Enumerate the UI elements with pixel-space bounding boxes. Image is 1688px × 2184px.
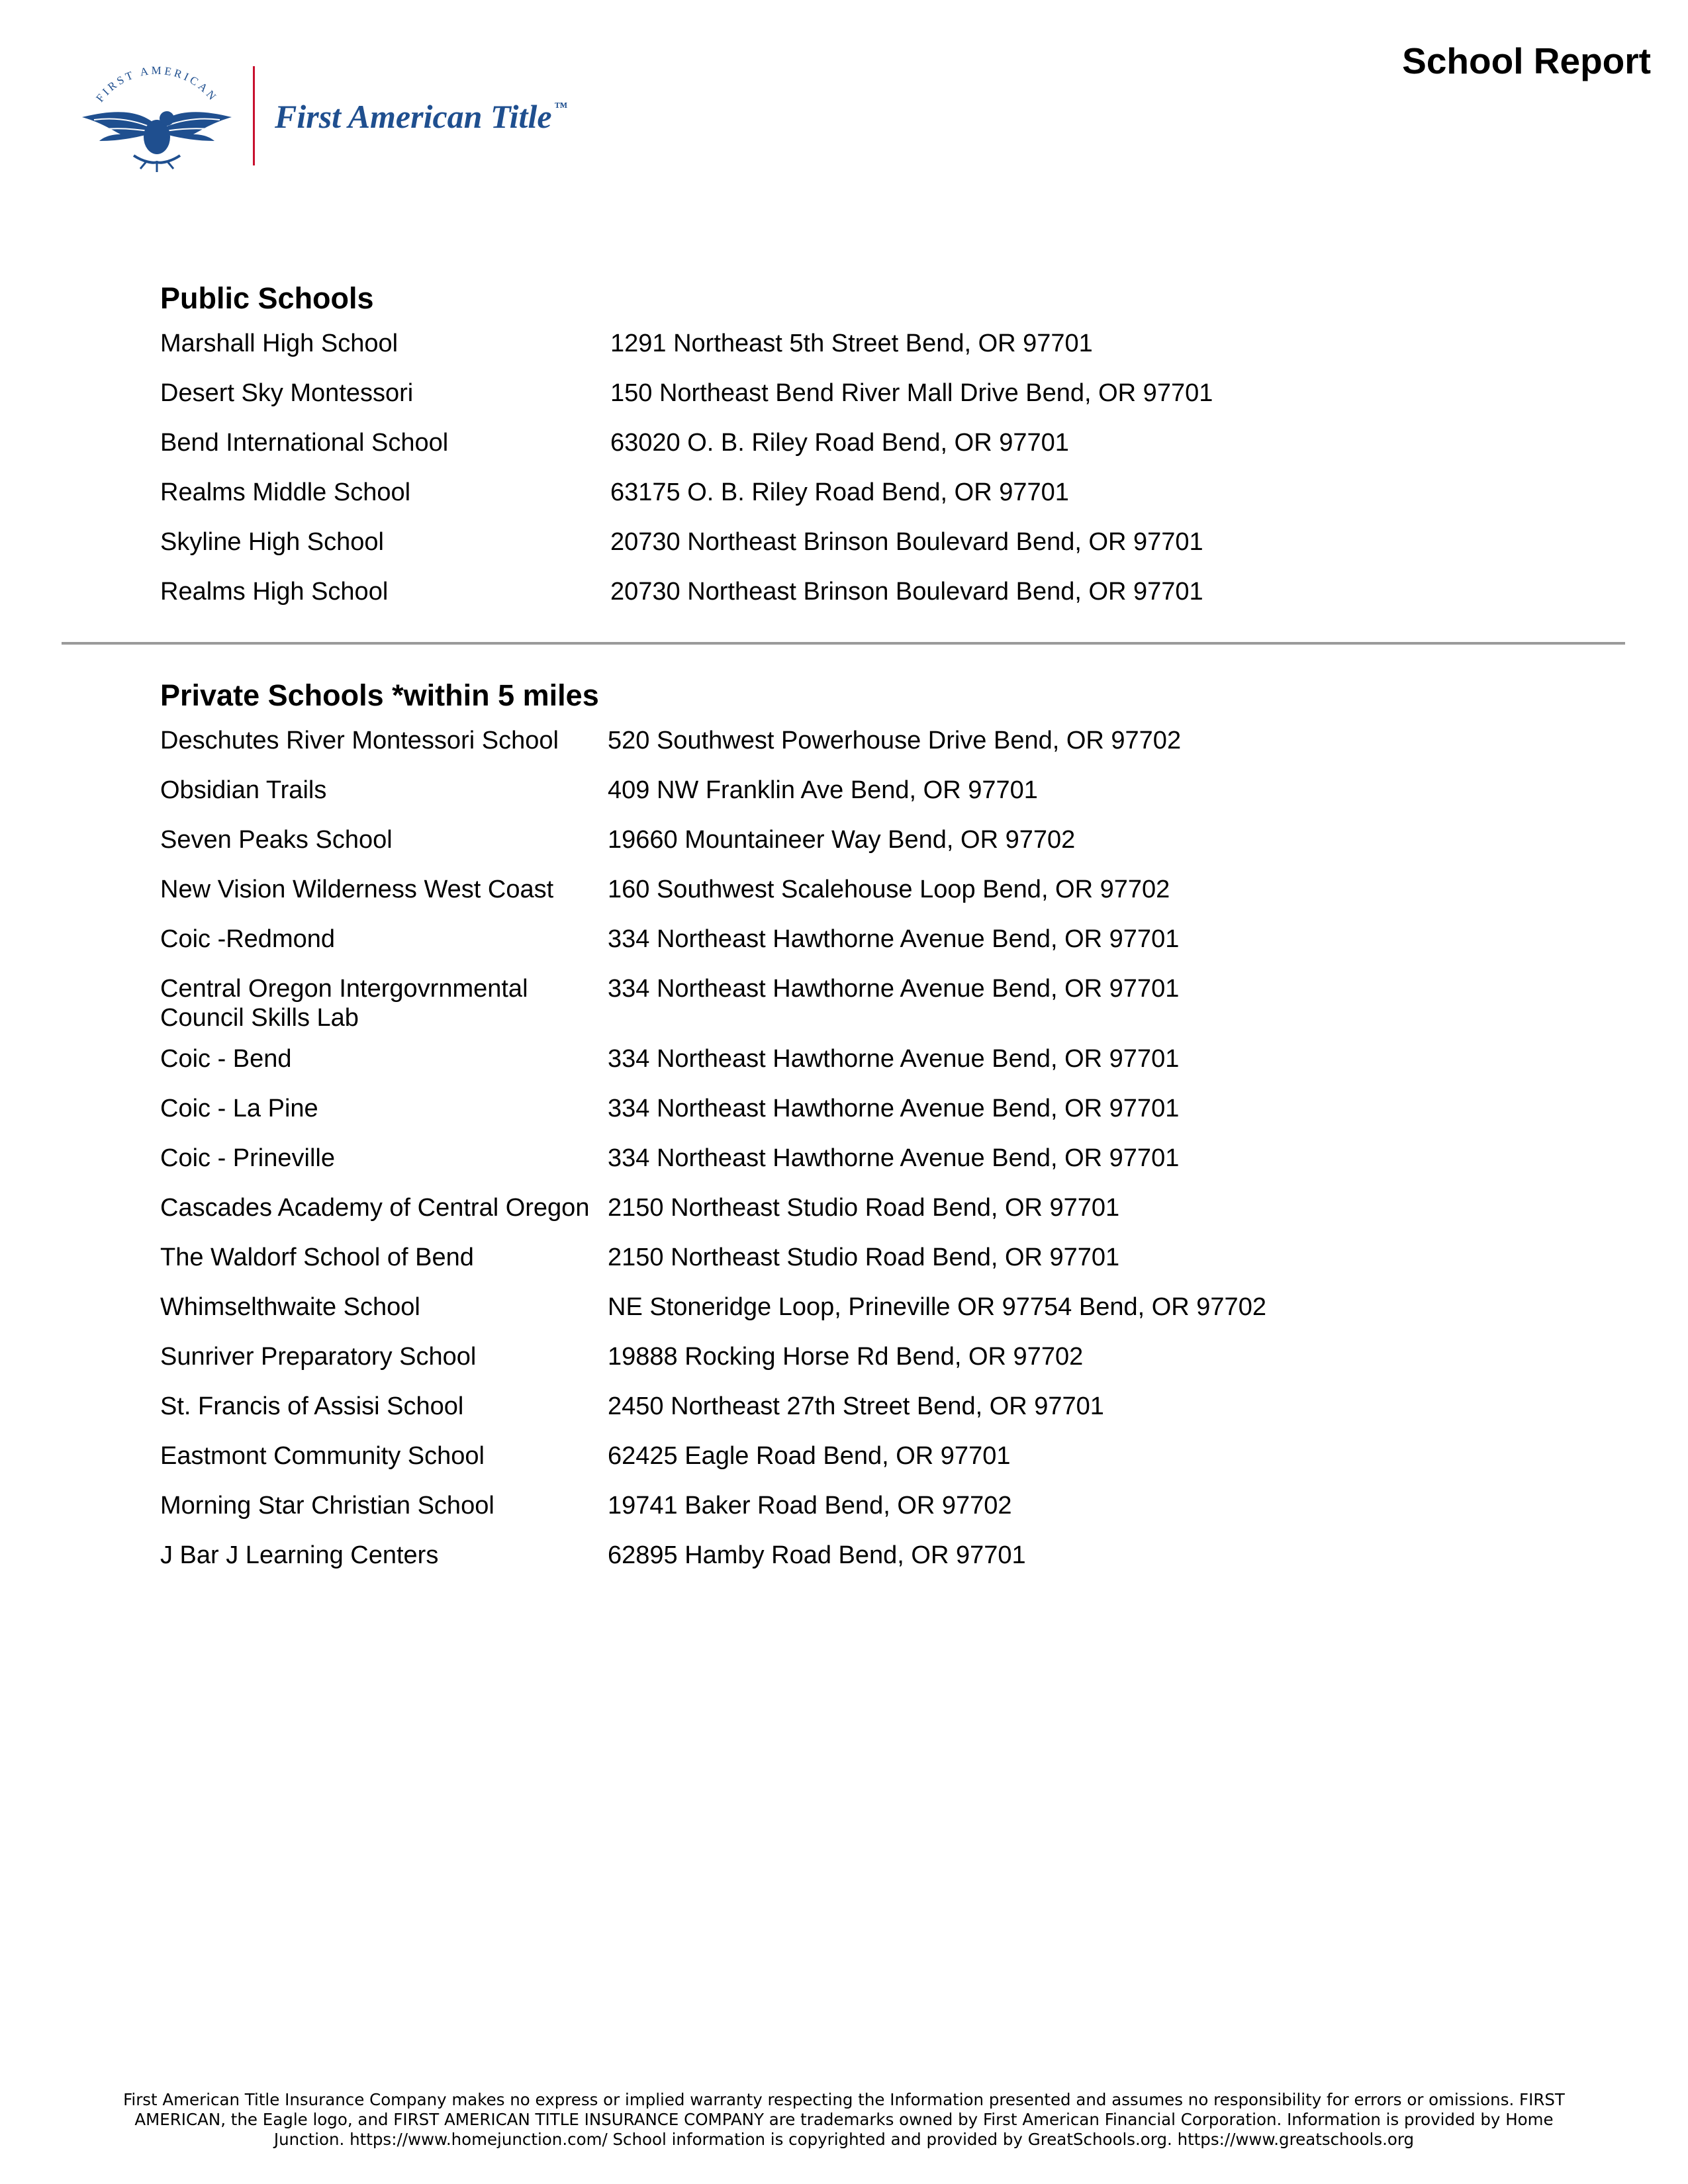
school-name: Desert Sky Montessori (160, 379, 414, 407)
trademark-symbol: ™ (554, 100, 568, 114)
public-schools-list (160, 329, 1617, 627)
logo-divider (253, 66, 255, 165)
school-name: Deschutes River Montessori School (160, 727, 559, 754)
company-logo (74, 63, 604, 175)
school-name: Realms High School (160, 578, 389, 606)
school-name: New Vision Wilderness West Coast (160, 876, 554, 903)
school-name: J Bar J Learning Centers (160, 1541, 439, 1569)
school-address: 334 Northeast Hawthorne Avenue Bend, OR 97701 (608, 1045, 1180, 1073)
school-address: 19888 Rocking Horse Rd Bend, OR 97702 (608, 1343, 1084, 1371)
school-name: Central Oregon Intergovrnmental Council Skills Lab (160, 975, 528, 1032)
school-name: Seven Peaks School (160, 826, 393, 854)
school-address: 1291 Northeast 5th Street Bend, OR 97701 (610, 330, 1093, 357)
footer-line: Junction. https://www.homejunction.com/ School information is copyrighted and provided by GreatSchools.org. https://www.greatschools.org (273, 2130, 1415, 2149)
school-row (160, 1342, 1617, 1392)
school-address: 19741 Baker Road Bend, OR 97702 (608, 1492, 1012, 1520)
school-name: Coic - Prineville (160, 1144, 335, 1172)
school-address: 334 Northeast Hawthorne Avenue Bend, OR 97701 (608, 1095, 1180, 1122)
school-name: Realms Middle School (160, 478, 411, 506)
school-name: Morning Star Christian School (160, 1492, 494, 1520)
school-name: Coic - Bend (160, 1045, 292, 1073)
public-schools-section (160, 281, 1617, 627)
school-row (160, 1193, 1617, 1243)
footer-line: AMERICAN, the Eagle logo, and FIRST AMERICAN TITLE INSURANCE COMPANY are trademarks owned by First American Financial Corporation. Information is provided by Home (134, 2110, 1554, 2129)
brand-name: First American Title (275, 98, 552, 135)
school-address: 2150 Northeast Studio Road Bend, OR 97701 (608, 1194, 1120, 1222)
school-address: 2150 Northeast Studio Road Bend, OR 97701 (608, 1244, 1120, 1271)
school-name: Coic -Redmond (160, 925, 335, 953)
school-row (160, 974, 1617, 1044)
school-row (160, 1144, 1617, 1193)
school-name: Eastmont Community School (160, 1442, 485, 1470)
school-row (160, 1392, 1617, 1441)
school-row (160, 428, 1617, 478)
school-row (160, 577, 1617, 627)
school-row (160, 925, 1617, 974)
school-address: NE Stoneridge Loop, Prineville OR 97754 Bend, OR 97702 (608, 1293, 1266, 1321)
school-name: Obsidian Trails (160, 776, 327, 804)
school-address: 334 Northeast Hawthorne Avenue Bend, OR 97701 (608, 1144, 1180, 1172)
footer-line: First American Title Insurance Company makes no express or implied warranty respecting the Information presented and assumes no responsibility for errors or omissions. FIRST (123, 2090, 1565, 2109)
school-address: 409 NW Franklin Ave Bend, OR 97701 (608, 776, 1038, 804)
school-name: Marshall High School (160, 330, 399, 357)
school-name: Whimselthwaite School (160, 1293, 420, 1321)
school-name: St. Francis of Assisi School (160, 1392, 464, 1420)
school-row (160, 726, 1617, 776)
report-title: School Report (1402, 40, 1651, 81)
school-address: 19660 Mountaineer Way Bend, OR 97702 (608, 826, 1076, 854)
school-name: Cascades Academy of Central Oregon (160, 1194, 590, 1222)
footer-disclaimer (66, 2090, 1622, 2150)
section-divider (62, 642, 1625, 645)
school-row (160, 1541, 1617, 1590)
school-address: 62895 Hamby Road Bend, OR 97701 (608, 1541, 1026, 1569)
svg-text:FIRST AMERICAN (93, 64, 220, 105)
school-row (160, 527, 1617, 577)
school-row (160, 1441, 1617, 1491)
school-name: Bend International School (160, 429, 449, 457)
private-schools-section (160, 678, 1617, 1590)
school-row (160, 1243, 1617, 1293)
school-address: 63020 O. B. Riley Road Bend, OR 97701 (610, 429, 1069, 457)
school-name: The Waldorf School of Bend (160, 1244, 474, 1271)
public-schools-heading: Public Schools (160, 281, 374, 315)
school-name: Skyline High School (160, 528, 384, 556)
school-row (160, 1094, 1617, 1144)
school-address: 63175 O. B. Riley Road Bend, OR 97701 (610, 478, 1069, 506)
school-address: 520 Southwest Powerhouse Drive Bend, OR 97702 (608, 727, 1182, 754)
school-row (160, 1293, 1617, 1342)
school-address: 20730 Northeast Brinson Boulevard Bend, OR 97701 (610, 578, 1203, 606)
school-row (160, 825, 1617, 875)
school-row (160, 1491, 1617, 1541)
school-name: Sunriver Preparatory School (160, 1343, 477, 1371)
emblem-arc-text: FIRST AMERICAN (93, 64, 220, 105)
school-name: Coic - La Pine (160, 1095, 318, 1122)
school-row (160, 329, 1617, 379)
brand-wordmark (275, 97, 568, 136)
school-address: 150 Northeast Bend River Mall Drive Bend, OR 97701 (610, 379, 1213, 407)
school-row (160, 776, 1617, 825)
school-address: 62425 Eagle Road Bend, OR 97701 (608, 1442, 1011, 1470)
school-address: 20730 Northeast Brinson Boulevard Bend, OR 97701 (610, 528, 1203, 556)
school-address: 334 Northeast Hawthorne Avenue Bend, OR 97701 (608, 975, 1180, 1003)
school-row (160, 478, 1617, 527)
school-row (160, 379, 1617, 428)
school-address: 2450 Northeast 27th Street Bend, OR 97701 (608, 1392, 1104, 1420)
school-row (160, 1044, 1617, 1094)
private-schools-heading: Private Schools *within 5 miles (160, 678, 599, 712)
school-address: 160 Southwest Scalehouse Loop Bend, OR 97702 (608, 876, 1170, 903)
eagle-emblem-icon (74, 63, 240, 175)
private-schools-list (160, 726, 1617, 1590)
school-address: 334 Northeast Hawthorne Avenue Bend, OR 97701 (608, 925, 1180, 953)
school-row (160, 875, 1617, 925)
